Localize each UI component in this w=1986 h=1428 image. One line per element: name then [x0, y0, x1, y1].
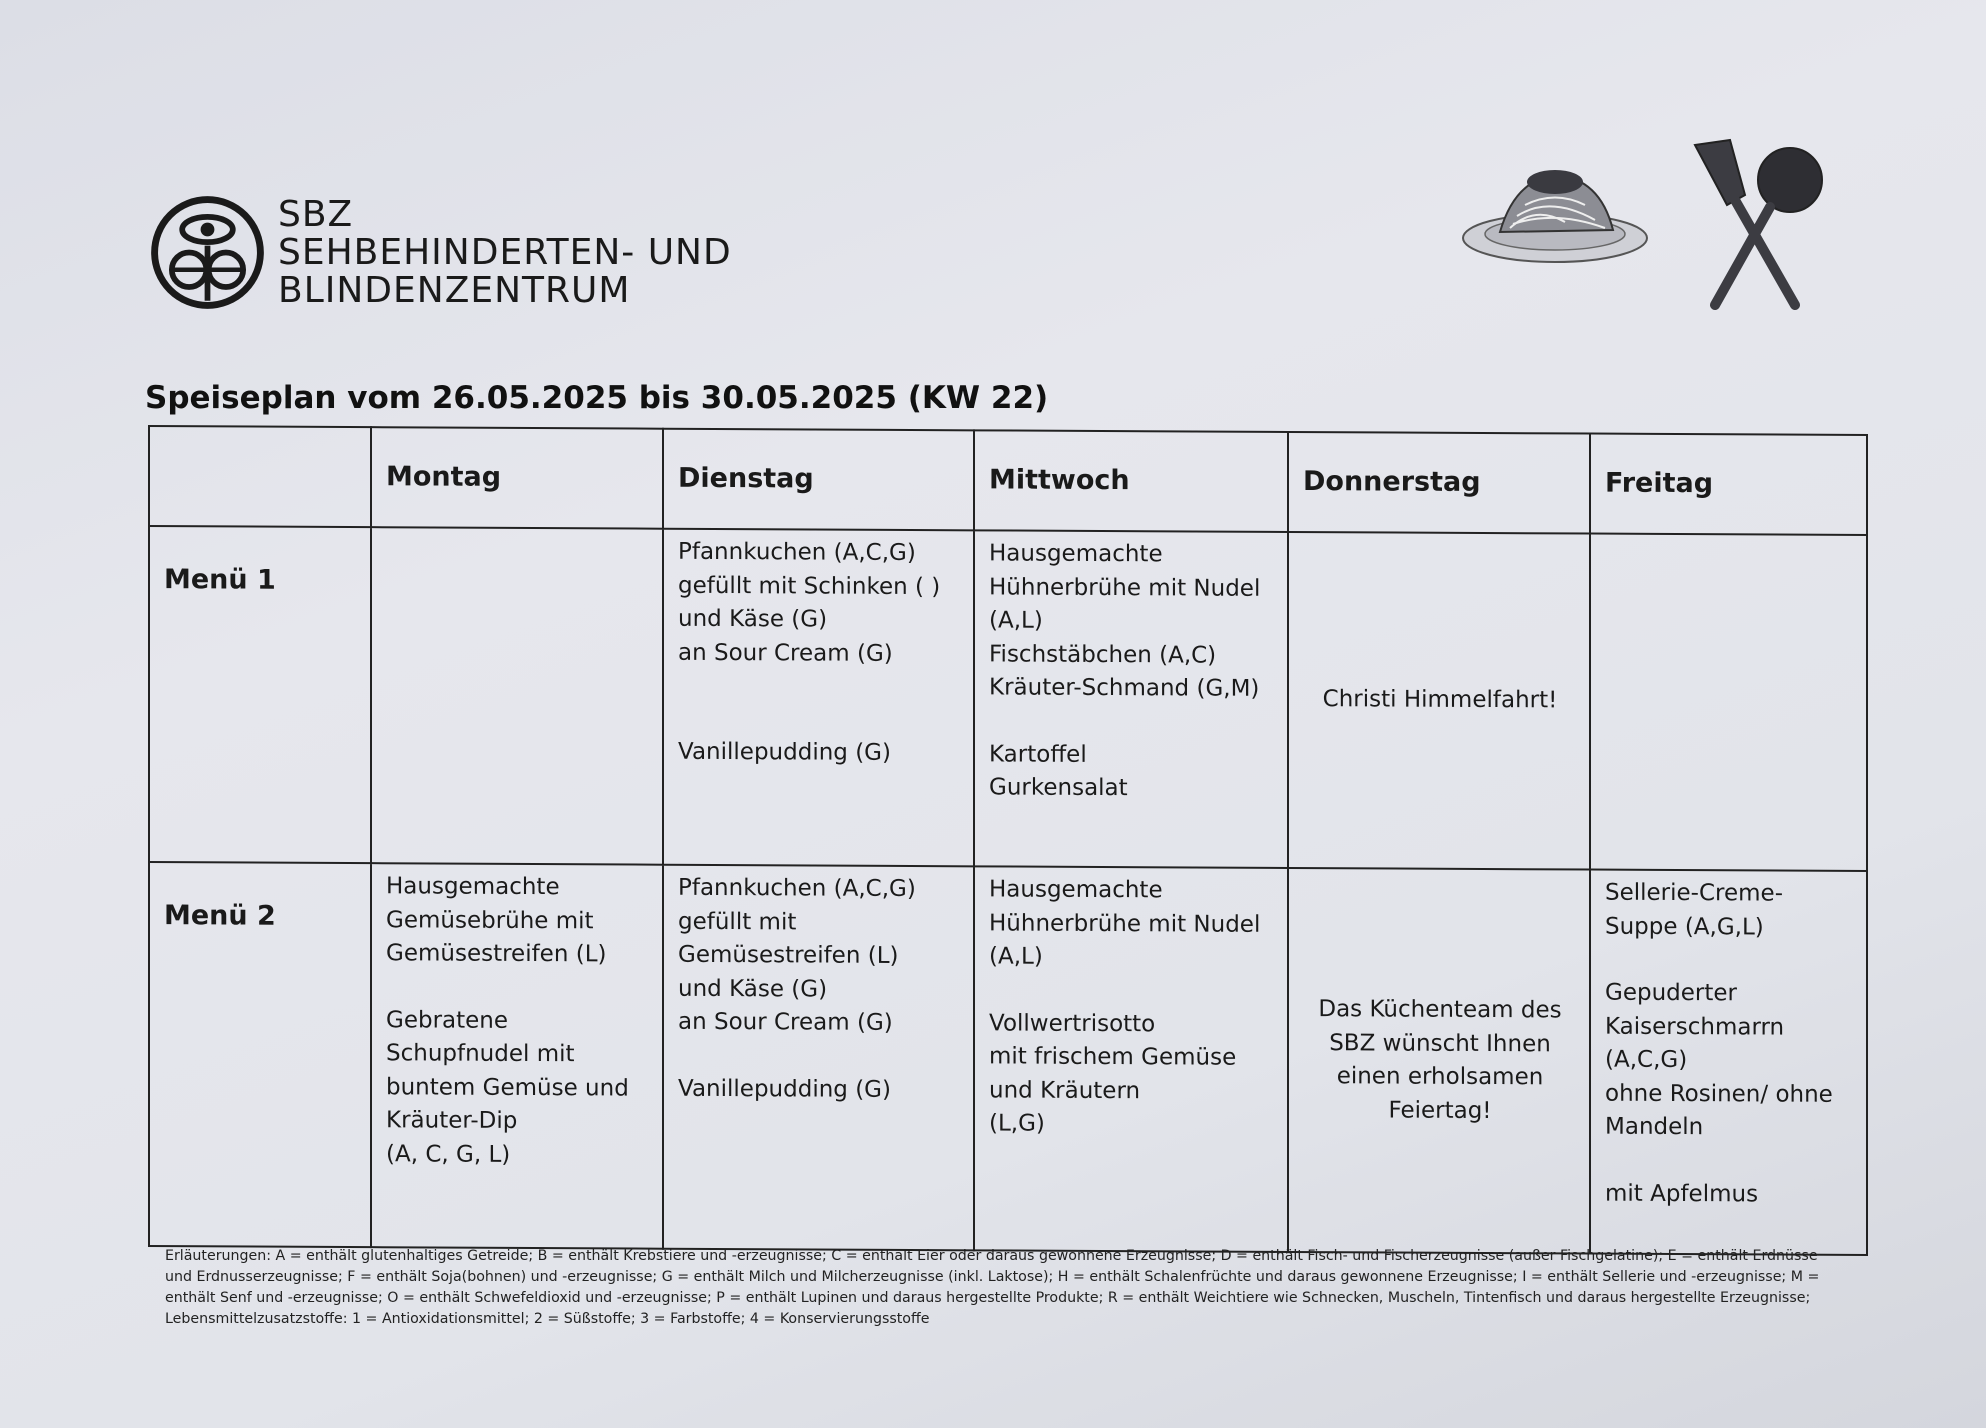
menu-cell	[974, 530, 1288, 868]
menu-cell	[371, 527, 663, 865]
menu-line: (A, C, G, L)	[386, 1140, 511, 1168]
menu-line: Hausgemachte	[386, 873, 560, 901]
menu-line: Pfannkuchen (A,C,G)	[678, 538, 916, 567]
menu-title: Speiseplan vom 26.05.2025 bis 30.05.2025 (KW 22)	[145, 380, 1049, 416]
menu-line	[989, 974, 1275, 1008]
day-header: Mittwoch	[974, 430, 1288, 532]
menu-line: an Sour Cream (G)	[678, 1008, 893, 1036]
menu-line: Gemüsebrühe mit	[386, 906, 594, 934]
day-header: Donnerstag	[1288, 432, 1590, 534]
row-label: Menü 2	[149, 862, 371, 1247]
menu-line: und Käse (G)	[678, 605, 828, 633]
sbz-logo	[150, 195, 265, 310]
menu-cell	[1288, 868, 1590, 1254]
menu-line: Kräuter-Dip	[386, 1107, 518, 1134]
menu-line: Vollwertrisotto	[989, 1009, 1156, 1037]
kitchen-utensils-icon	[1675, 135, 1835, 315]
menu-line: SBZ wünscht Ihnen	[1329, 1029, 1551, 1057]
menu-cell	[371, 863, 663, 1249]
menu-line: gefüllt mit Schinken ( )	[678, 572, 941, 600]
menu-line: einen erholsamen	[1336, 1063, 1544, 1091]
menu-line	[989, 705, 1275, 739]
day-header: Dienstag	[663, 429, 974, 531]
menu-cell	[1590, 534, 1867, 871]
row-label: Menü 1	[149, 526, 371, 863]
header-corner-cell	[149, 426, 371, 527]
menu-line: mit frischem Gemüse	[989, 1043, 1237, 1071]
menu-line: Schupfnudel mit	[386, 1040, 575, 1068]
menu-line: Sellerie-Creme-	[1605, 879, 1783, 907]
allergen-legend: Erläuterungen: A = enthält glutenhaltiges Getreide; B = enthält Krebstiere und -erzeugnisse; C = enthält Eier oder daraus gewonnene Erzeugnisse; D = enthält Fisch- und Fischerzeugnisse (außer Fischgelatine); E = enthält Erdnüsse und Erdnusserzeugnisse; F = enthält Soja(bohnen) und -erzeugnisse; G = enthält Milch und Milcherzeugnisse (inkl. Laktose); H = enthält Schalenfrüchte und daraus gewonnene Erzeugnisse; I = enthält Sellerie und -erzeugnisse; M = enthält Senf und -erzeugnisse; O = enthält Schwefeldioxid und -erzeugnisse; P = enthält Lupinen und daraus hergestellte Produkte; R = enthält Weichtiere wie Schnecken, Muscheln, Tintenfisch und daraus hergestellte Erzeugnisse; Lebensmittelzusatzstoffe: 1 = Antioxidationsmittel; 2 = Süßstoffe; 3 = Farbstoffe; 4 = Konservierungsstoffe	[165, 1248, 1820, 1327]
menu-line: Gebratene	[386, 1006, 509, 1034]
org-line: SEHBEHINDERTEN- UND	[278, 232, 732, 273]
table-row	[149, 526, 1867, 871]
menu-line: (L,G)	[989, 1110, 1045, 1137]
menu-line: Mandeln	[1605, 1113, 1704, 1141]
menu-table	[148, 425, 1868, 1256]
menu-line: Gemüsestreifen (L)	[678, 941, 899, 969]
menu-line: Hausgemachte	[989, 540, 1163, 568]
menu-line: buntem Gemüse und	[386, 1073, 629, 1102]
menu-line: Gemüsestreifen (L)	[386, 940, 607, 968]
org-line: SBZ	[278, 194, 354, 235]
menu-line: Gurkensalat	[989, 774, 1128, 802]
menu-line	[678, 670, 961, 704]
menu-cell	[663, 529, 974, 867]
menu-line: Das Küchenteam des	[1318, 996, 1562, 1024]
menu-line: Hausgemachte	[989, 876, 1163, 904]
day-header: Freitag	[1590, 434, 1867, 535]
menu-line: Christi Himmelfahrt!	[1322, 686, 1558, 714]
menu-line: gefüllt mit	[678, 908, 797, 935]
menu-line	[1605, 944, 1854, 978]
menu-line: an Sour Cream (G)	[678, 639, 893, 667]
org-line: BLINDENZENTRUM	[278, 270, 631, 311]
menu-line: Vanillepudding (G)	[678, 738, 891, 766]
organization-name	[278, 196, 732, 310]
menu-line: Gepuderter	[1605, 979, 1737, 1007]
menu-cell	[974, 866, 1288, 1252]
menu-line: Fischstäbchen (A,C)	[989, 640, 1217, 669]
day-header: Montag	[371, 427, 663, 529]
menu-line: Kräuter-Schmand (G,M)	[989, 674, 1260, 702]
menu-line: Suppe (A,G,L)	[1605, 913, 1764, 940]
menu-line: (A,L)	[989, 943, 1043, 970]
menu-line	[386, 971, 650, 1005]
menu-cell	[663, 865, 974, 1251]
menu-line: Vanillepudding (G)	[678, 1075, 891, 1103]
menu-line	[678, 703, 961, 737]
table-header-row	[149, 426, 1867, 535]
menu-cell	[1590, 870, 1867, 1255]
menu-line: Hühnerbrühe mit Nudel	[989, 573, 1261, 602]
menu-line: und Kräutern	[989, 1076, 1141, 1104]
menu-line	[1605, 1144, 1854, 1178]
menu-line: Feiertag!	[1388, 1096, 1492, 1124]
menu-line: Kaiserschmarrn	[1605, 1013, 1785, 1041]
menu-line: ohne Rosinen/ ohne	[1605, 1080, 1833, 1108]
menu-line: (A,L)	[989, 607, 1043, 634]
menu-line: Hühnerbrühe mit Nudel	[989, 909, 1261, 938]
menu-line: Pfannkuchen (A,C,G)	[678, 874, 916, 903]
table-row	[149, 862, 1867, 1255]
pasta-plate-icon	[1455, 150, 1655, 270]
menu-line: und Käse (G)	[678, 975, 828, 1003]
menu-line: Kartoffel	[989, 740, 1087, 768]
menu-cell	[1288, 532, 1590, 870]
menu-line: mit Apfelmus	[1605, 1180, 1759, 1207]
menu-line	[678, 1039, 961, 1073]
menu-line: (A,C,G)	[1605, 1046, 1688, 1074]
